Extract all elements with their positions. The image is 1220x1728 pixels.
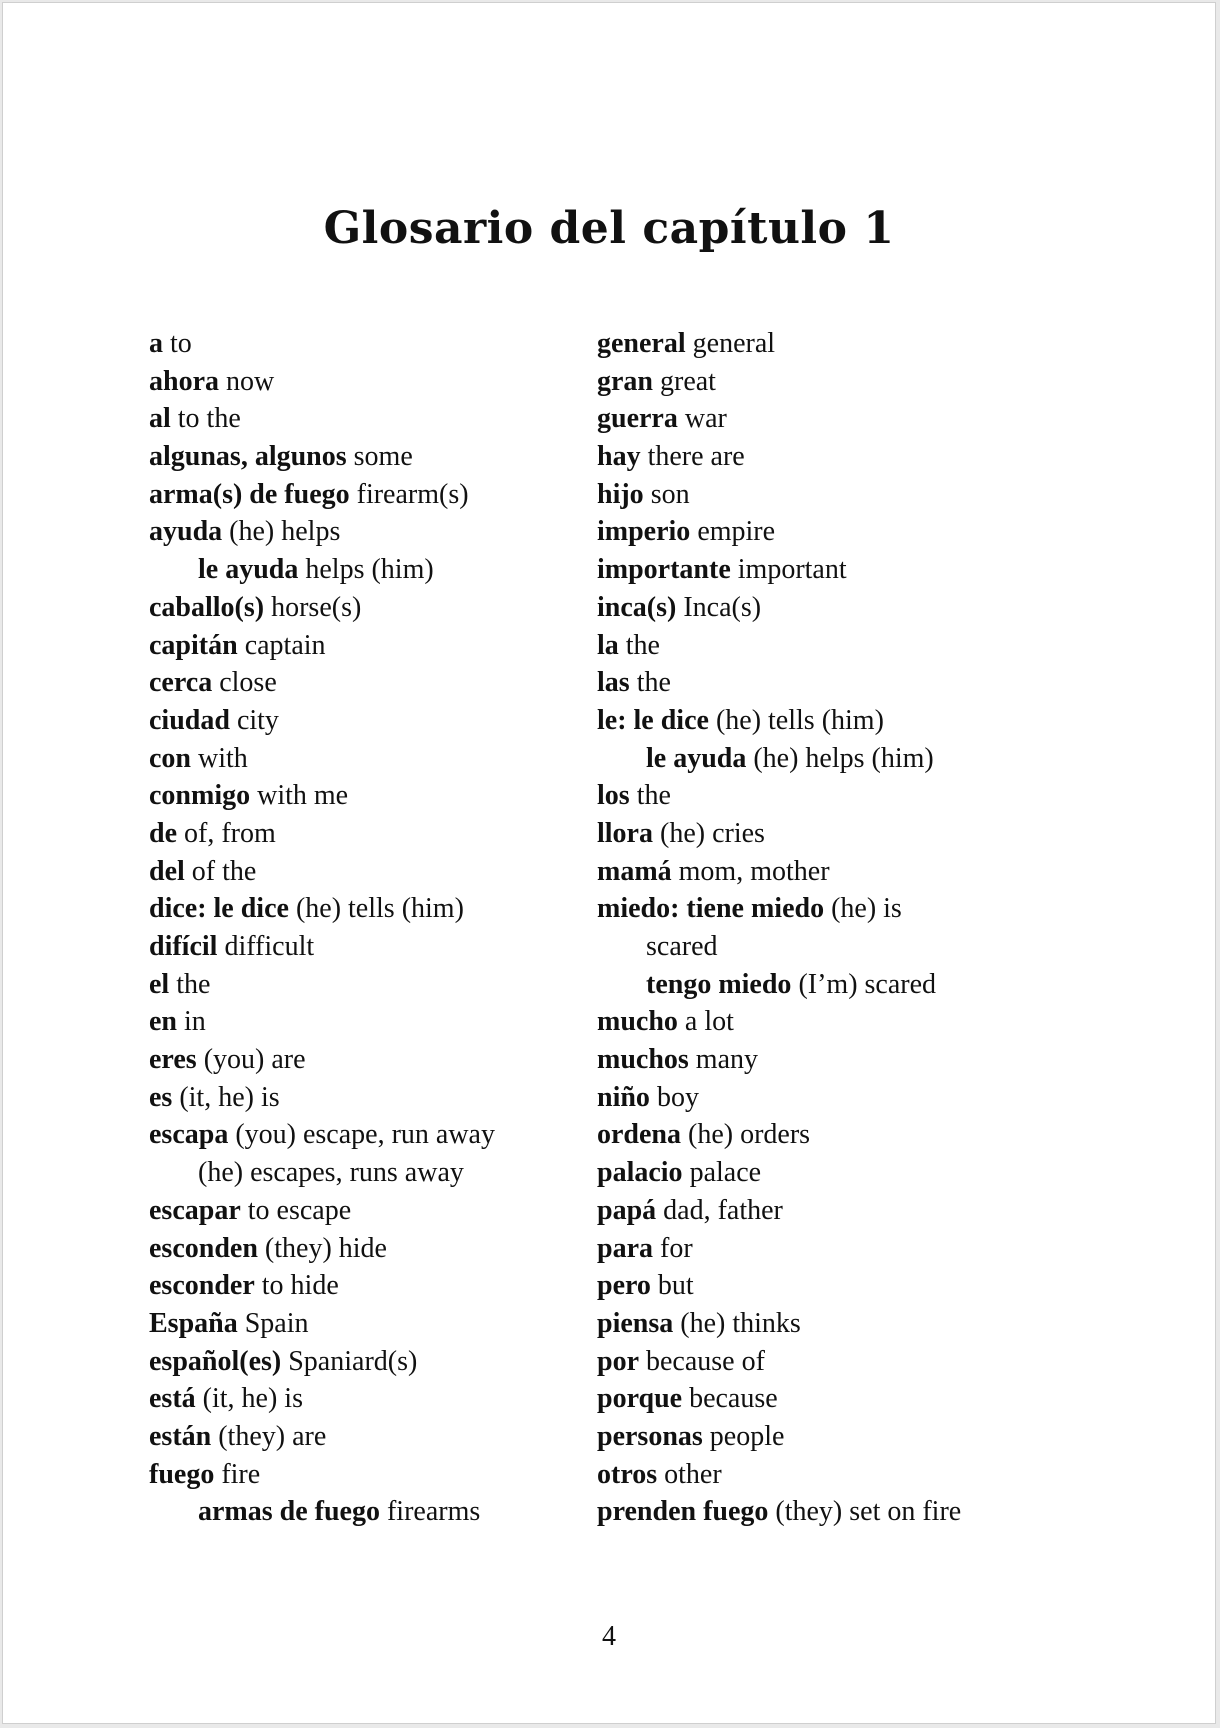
glossary-definition: people — [702, 1420, 785, 1452]
glossary-headword: hay — [597, 441, 641, 473]
glossary-definition: boy — [649, 1081, 699, 1113]
glossary-entry — [149, 1116, 589, 1154]
glossary-entry — [149, 1493, 589, 1531]
glossary-headword: llora — [597, 817, 653, 849]
glossary-headword: piensa — [597, 1307, 674, 1339]
glossary-definition: because — [682, 1383, 778, 1415]
glossary-definition: to the — [170, 403, 241, 435]
glossary-definition: captain — [237, 629, 326, 661]
glossary-entry — [597, 1493, 1037, 1531]
glossary-headword: la — [597, 629, 619, 661]
glossary-headword: está — [149, 1383, 196, 1415]
glossary-entry — [149, 1456, 589, 1494]
glossary-headword: capitán — [149, 629, 238, 661]
glossary-entry — [597, 815, 1037, 853]
glossary-definition: (you) are — [196, 1044, 306, 1076]
glossary-definition: Inca(s) — [676, 591, 762, 623]
glossary-definition: because of — [639, 1345, 765, 1377]
glossary-definition: of the — [184, 855, 257, 887]
glossary-definition: (they) hide — [257, 1232, 387, 1264]
glossary-column-right — [597, 325, 1037, 1531]
glossary-entry — [149, 438, 589, 476]
glossary-entry — [597, 966, 1037, 1004]
glossary-headword: importante — [597, 554, 731, 586]
glossary-headword: a — [149, 328, 163, 359]
glossary-entry — [149, 551, 589, 589]
glossary-definition: the — [629, 667, 671, 699]
glossary-headword: al — [149, 403, 171, 435]
glossary-definition: mom, mother — [671, 855, 830, 887]
glossary-definition: to hide — [254, 1270, 339, 1302]
glossary-definition: to — [163, 328, 192, 359]
glossary-headword: dice: le dice — [149, 893, 289, 925]
glossary-headword: muchos — [597, 1044, 689, 1076]
glossary-headword: en — [149, 1006, 177, 1038]
glossary-headword: escapar — [149, 1194, 241, 1226]
glossary-definition: city — [229, 704, 279, 736]
glossary-entry — [597, 664, 1037, 702]
glossary-headword: ayuda — [149, 516, 223, 548]
glossary-definition: some — [346, 441, 413, 473]
glossary-entry — [149, 815, 589, 853]
page-title: Glosario del capítulo 1 — [323, 203, 895, 254]
glossary-entry — [149, 1079, 589, 1117]
glossary-entry — [149, 1003, 589, 1041]
glossary-column-left — [149, 325, 589, 1531]
glossary-definition: many — [688, 1044, 759, 1076]
glossary-entry — [597, 325, 1037, 363]
glossary-definition: (it, he) is — [172, 1081, 280, 1113]
glossary-entry — [597, 1079, 1037, 1117]
glossary-definition: to escape — [240, 1194, 352, 1226]
glossary-definition: Spain — [237, 1307, 309, 1339]
glossary-definition: son — [643, 478, 690, 510]
glossary-definition: firearms — [379, 1496, 481, 1528]
glossary-headword: caballo(s) — [149, 591, 265, 623]
glossary-headword: personas — [597, 1420, 703, 1452]
glossary-headword: por — [597, 1345, 639, 1377]
glossary-entry — [597, 1418, 1037, 1456]
glossary-headword: con — [149, 742, 191, 774]
glossary-entry — [597, 1003, 1037, 1041]
glossary-entry — [597, 513, 1037, 551]
glossary-headword: es — [149, 1081, 173, 1113]
glossary-entry — [149, 853, 589, 891]
glossary-definition: for — [653, 1232, 693, 1264]
glossary-definition: empire — [690, 516, 776, 548]
glossary-entry — [149, 1192, 589, 1230]
glossary-entry — [149, 966, 589, 1004]
glossary-definition: important — [730, 554, 847, 586]
glossary-entry — [597, 400, 1037, 438]
glossary-definition: the — [169, 968, 211, 1000]
glossary-definition: Spaniard(s) — [281, 1345, 418, 1377]
glossary-definition: dad, father — [656, 1194, 783, 1226]
glossary-headword: armas de fuego — [198, 1496, 380, 1528]
glossary-entry — [149, 1154, 589, 1192]
glossary-definition: (they) are — [211, 1420, 327, 1452]
glossary-entry — [597, 1192, 1037, 1230]
glossary-headword: están — [149, 1420, 212, 1452]
glossary-headword: conmigo — [149, 780, 251, 812]
glossary-definition: firearm(s) — [349, 478, 469, 510]
glossary-headword: esconder — [149, 1270, 255, 1302]
glossary-entry — [597, 1230, 1037, 1268]
glossary-definition: (he) helps (him) — [746, 742, 934, 774]
glossary-headword: inca(s) — [597, 591, 677, 623]
glossary-definition: now — [219, 365, 275, 397]
glossary-entry — [149, 777, 589, 815]
glossary-headword: imperio — [597, 516, 691, 548]
glossary-definition: (he) escapes, runs away — [198, 1157, 464, 1189]
glossary-headword: ahora — [149, 365, 219, 397]
glossary-headword: del — [149, 855, 185, 887]
glossary-headword: miedo: tiene miedo — [597, 893, 825, 925]
glossary-definition: (he) helps — [222, 516, 341, 548]
glossary-definition: close — [212, 667, 277, 699]
glossary-headword: le: le dice — [597, 704, 709, 736]
glossary-headword: difícil — [149, 931, 218, 962]
glossary-entry — [597, 853, 1037, 891]
document-page — [2, 2, 1216, 1724]
glossary-definition: with me — [250, 780, 349, 812]
glossary-headword: porque — [597, 1383, 683, 1415]
glossary-headword: arma(s) de fuego — [149, 478, 350, 510]
glossary-definition: the — [618, 629, 660, 661]
glossary-entry — [597, 1154, 1037, 1192]
glossary-headword: mucho — [597, 1006, 678, 1038]
glossary-headword: algunas, algunos — [149, 441, 347, 473]
glossary-definition: (you) escape, run away — [228, 1119, 495, 1151]
glossary-definition: (he) thinks — [673, 1307, 801, 1339]
glossary-entry — [149, 1418, 589, 1456]
glossary-headword: ordena — [597, 1119, 681, 1151]
glossary-entry — [597, 438, 1037, 476]
glossary-entry — [597, 363, 1037, 401]
glossary-definition: palace — [682, 1157, 762, 1189]
glossary-headword: otros — [597, 1458, 658, 1490]
glossary-entry — [149, 1041, 589, 1079]
glossary-definition: fire — [214, 1458, 261, 1490]
glossary-entry — [149, 589, 589, 627]
glossary-entry — [149, 1230, 589, 1268]
glossary-headword: general — [597, 328, 686, 359]
glossary-headword: cerca — [149, 667, 213, 699]
glossary-definition: a lot — [677, 1006, 734, 1038]
glossary-entry — [149, 890, 589, 928]
glossary-headword: mamá — [597, 855, 672, 887]
glossary-definition: great — [653, 365, 716, 397]
glossary-entry — [149, 1380, 589, 1418]
glossary-entry — [149, 363, 589, 401]
glossary-entry — [597, 1343, 1037, 1381]
glossary-entry — [597, 1116, 1037, 1154]
glossary-entry — [597, 476, 1037, 514]
glossary-headword: hijo — [597, 478, 644, 510]
glossary-entry — [597, 1456, 1037, 1494]
glossary-entry — [149, 513, 589, 551]
glossary-entry — [149, 400, 589, 438]
glossary-entry — [597, 1267, 1037, 1305]
glossary-definition: (he) tells (him) — [288, 893, 464, 925]
glossary-headword: niño — [597, 1081, 650, 1113]
glossary-entry — [149, 1343, 589, 1381]
glossary-definition: there are — [640, 441, 745, 473]
glossary-definition: (he) is — [824, 893, 902, 925]
glossary-headword: español(es) — [149, 1345, 282, 1377]
glossary-headword: los — [597, 780, 630, 812]
glossary-definition: but — [650, 1270, 694, 1302]
glossary-headword: le ayuda — [646, 742, 747, 774]
glossary-definition: (it, he) is — [195, 1383, 303, 1415]
glossary-entry — [597, 702, 1037, 740]
glossary-entry — [149, 702, 589, 740]
glossary-entry — [597, 551, 1037, 589]
glossary-entry — [149, 664, 589, 702]
glossary-entry — [597, 589, 1037, 627]
glossary-headword: gran — [597, 365, 653, 397]
glossary-definition: scared — [646, 931, 718, 962]
glossary-headword: prenden fuego — [597, 1496, 769, 1528]
glossary-headword: España — [149, 1307, 238, 1339]
glossary-headword: las — [597, 667, 630, 699]
glossary-entry — [149, 1267, 589, 1305]
glossary-entry — [149, 627, 589, 665]
glossary-definition: in — [177, 1006, 206, 1038]
glossary-definition: war — [677, 403, 727, 435]
glossary-entry — [149, 476, 589, 514]
glossary-definition: (they) set on fire — [768, 1496, 962, 1528]
glossary-headword: palacio — [597, 1157, 683, 1189]
glossary-headword: el — [149, 968, 170, 1000]
glossary-headword: ciudad — [149, 704, 230, 736]
glossary-headword: fuego — [149, 1458, 215, 1490]
glossary-definition: with — [191, 742, 248, 774]
glossary-entry — [149, 1305, 589, 1343]
glossary-headword: guerra — [597, 403, 678, 435]
glossary-entry — [597, 928, 1037, 966]
glossary-entry — [597, 890, 1037, 928]
glossary-definition: helps (him) — [298, 554, 434, 586]
glossary-headword: pero — [597, 1270, 651, 1302]
glossary-definition: the — [629, 780, 671, 812]
glossary-definition: (I’m) scared — [791, 968, 937, 1000]
glossary-definition: (he) tells (him) — [708, 704, 884, 736]
glossary-entry — [149, 325, 589, 363]
glossary-definition: of, from — [177, 817, 276, 849]
glossary-headword: tengo miedo — [646, 968, 792, 1000]
glossary-headword: esconden — [149, 1232, 258, 1264]
glossary-headword: de — [149, 817, 177, 849]
glossary-definition: horse(s) — [264, 591, 362, 623]
glossary-entry — [597, 1041, 1037, 1079]
glossary-headword: para — [597, 1232, 653, 1264]
glossary-headword: le ayuda — [198, 554, 299, 586]
glossary-entry — [597, 1305, 1037, 1343]
glossary-definition: difficult — [217, 931, 315, 962]
glossary-entry — [597, 740, 1037, 778]
page-number: 4 — [602, 1621, 616, 1652]
glossary-entry — [597, 1380, 1037, 1418]
glossary-definition: (he) cries — [653, 817, 765, 849]
glossary-entry — [149, 928, 589, 966]
glossary-entry — [597, 627, 1037, 665]
glossary-entry — [597, 777, 1037, 815]
glossary-definition: general — [685, 328, 776, 359]
glossary-headword: escapa — [149, 1119, 229, 1151]
glossary-entry — [149, 740, 589, 778]
glossary-headword: papá — [597, 1194, 657, 1226]
glossary-definition: (he) orders — [681, 1119, 811, 1151]
glossary-definition: other — [657, 1458, 722, 1490]
glossary-headword: eres — [149, 1044, 197, 1076]
